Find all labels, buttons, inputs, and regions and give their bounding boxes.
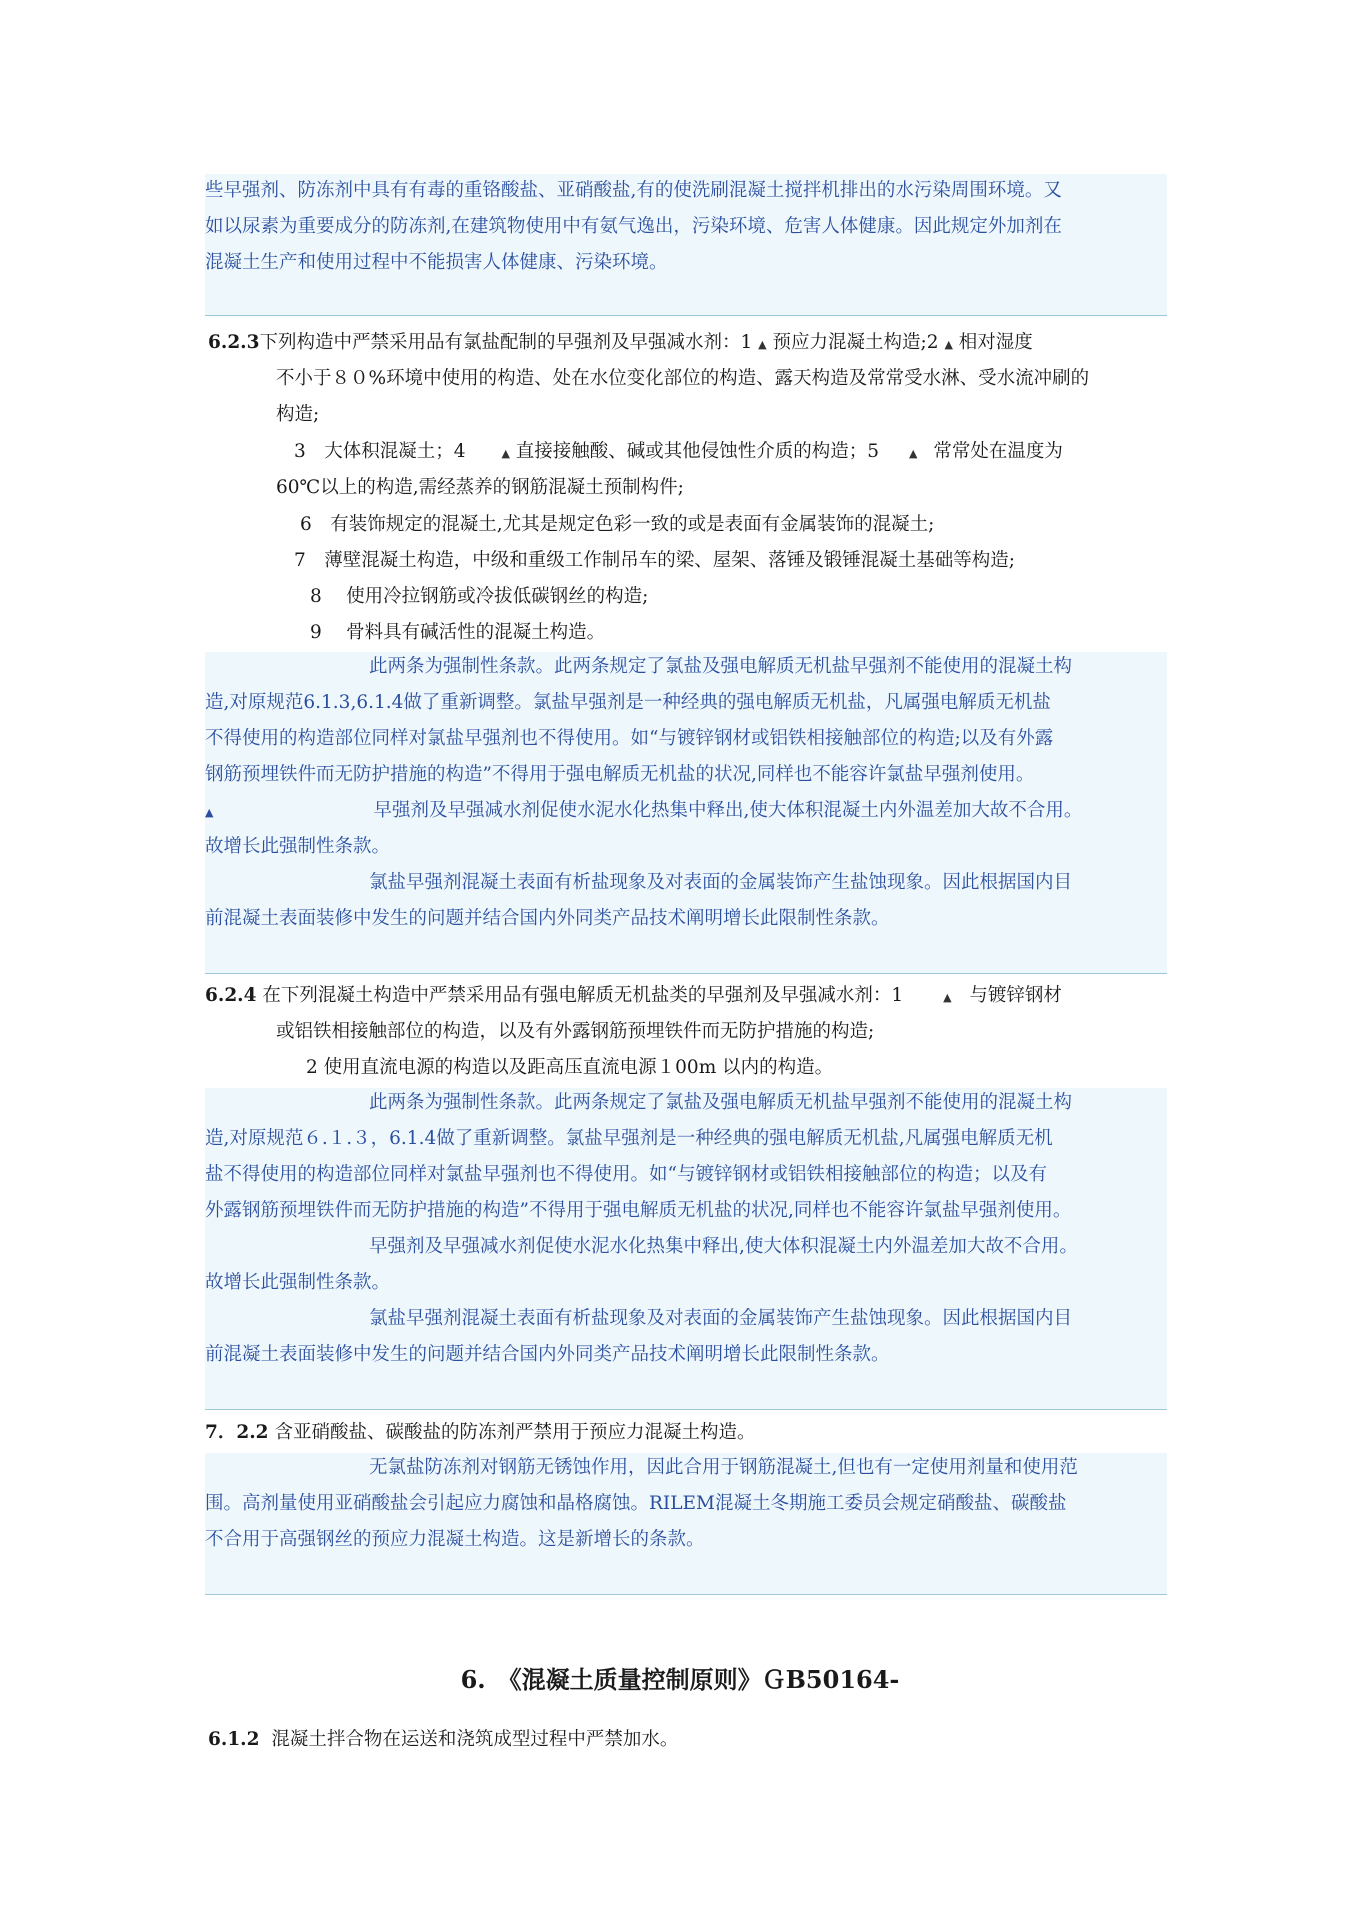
- commentary-line: 外露钢筋预埋铁件而无防护措施的构造”不得用于强电解质无机盐的状况,同样也不能容许氯盐早强剂使用。: [205, 1200, 1072, 1221]
- triangle-icon: ▲: [758, 338, 767, 351]
- clause-text: 含亚硝酸盐、碳酸盐的防冻剂严禁用于预应力混凝土构造。: [274, 1422, 756, 1443]
- commentary-line: 造,对原规范6.1.3,6.1.4做了重新调整。氯盐早强剂是一种经典的强电解质无机盐，凡属强电解质无机盐: [205, 692, 1051, 713]
- clause-text: 相对湿度: [958, 332, 1033, 353]
- triangle-icon: ▲: [943, 991, 952, 1004]
- clause-line: [208, 1727, 678, 1753]
- section-heading: 6. 《混凝土质量控制原则》ＧB50164-: [460, 1665, 900, 1694]
- clause-text: 混凝土拌合物在运送和浇筑成型过程中严禁加水。: [271, 1729, 679, 1750]
- clause-line: 构造;: [276, 404, 320, 425]
- commentary-line: 些早强剂、防冻剂中具有有毒的重铬酸盐、亚硝酸盐,有的使洗刷混凝土搅拌机排出的水污染周围环境。又: [205, 180, 1062, 201]
- triangle-icon: ▲: [944, 338, 953, 351]
- commentary-line: 前混凝土表面装修中发生的问题并结合国内外同类产品技术阐明增长此限制性条款。: [205, 1344, 890, 1365]
- clause-line: [205, 1420, 755, 1446]
- clause-text: 直接接触酸、碱或其他侵蚀性介质的构造；5: [515, 441, 880, 462]
- commentary-block: [205, 652, 1167, 974]
- clause-line: 不小于８０%环境中使用的构造、处在水位变化部位的构造、露天构造及常常受水淋、受水流冲刷的: [276, 368, 1090, 389]
- commentary-block: [205, 1453, 1167, 1595]
- list-item: 2 使用直流电源的构造以及距高压直流电源１00m 以内的构造。: [306, 1057, 834, 1078]
- triangle-icon: ▲: [501, 447, 510, 460]
- triangle-icon: ▲: [908, 447, 918, 460]
- commentary-block: [205, 174, 1167, 316]
- commentary-line: 前混凝土表面装修中发生的问题并结合国内外同类产品技术阐明增长此限制性条款。: [205, 908, 890, 929]
- clause-text: 常常处在温度为: [933, 441, 1063, 462]
- list-item: 8 使用冷拉钢筋或冷拔低碳钢丝的构造;: [310, 586, 649, 607]
- commentary-text: 早强剂及早强减水剂促使水泥水化热集中释出,使大体积混凝土内外温差加大故不合用。: [373, 800, 1083, 821]
- commentary-line: 混凝土生产和使用过程中不能损害人体健康、污染环境。: [205, 252, 668, 273]
- clause-text: 与镀锌钢材: [969, 985, 1062, 1006]
- list-item: 6 有装饰规定的混凝土,尤其是规定色彩一致的或是表面有金属装饰的混凝土;: [300, 514, 935, 535]
- clause-text: 预应力混凝土构造;2: [772, 332, 939, 353]
- list-item: 7 薄壁混凝土构造，中级和重级工作制吊车的梁、屋架、落锤及锻锤混凝土基础等构造;: [294, 550, 1016, 571]
- commentary-line: 故增长此强制性条款。: [205, 836, 391, 857]
- clause-text: 下列构造中严禁采用品有氯盐配制的早强剂及早强减水剂：1: [259, 332, 753, 353]
- clause-number: 6.2.3: [208, 332, 260, 353]
- triangle-icon: ▲: [205, 806, 214, 819]
- commentary-line: 造,对原规范６.１.３，6.1.4做了重新调整。氯盐早强剂是一种经典的强电解质无机盐,凡属强电解质无机: [205, 1128, 1053, 1149]
- clause-line: [205, 983, 1062, 1011]
- commentary-line: 故增长此强制性条款。: [205, 1272, 391, 1293]
- list-item: 9 骨料具有碱活性的混凝土构造。: [310, 622, 606, 643]
- commentary-line: [205, 798, 1082, 826]
- clause-number: 6.2.4: [205, 985, 257, 1006]
- commentary-line: 无氯盐防冻剂对钢筋无锈蚀作用，因此合用于钢筋混凝土,但也有一定使用剂量和使用范: [369, 1457, 1078, 1478]
- clause-line: 60℃以上的构造,需经蒸养的钢筋混凝土预制构件;: [276, 477, 684, 498]
- commentary-line: 不得使用的构造部位同样对氯盐早强剂也不得使用。如“与镀锌钢材或铝铁相接触部位的构造;以及有外露: [205, 728, 1054, 749]
- commentary-line: 早强剂及早强减水剂促使水泥水化热集中释出,使大体积混凝土内外温差加大故不合用。: [369, 1236, 1078, 1257]
- commentary-line: 氯盐早强剂混凝土表面有析盐现象及对表面的金属装饰产生盐蚀现象。因此根据国内目: [369, 872, 1073, 893]
- clause-number: 6.1.2: [208, 1729, 260, 1750]
- clause-line: [294, 439, 1063, 467]
- commentary-line: 此两条为强制性条款。此两条规定了氯盐及强电解质无机盐早强剂不能使用的混凝土构: [369, 656, 1073, 677]
- clause-text: 3 大体积混凝土；4: [294, 441, 466, 462]
- commentary-line: 盐不得使用的构造部位同样对氯盐早强剂也不得使用。如“与镀锌钢材或铝铁相接触部位的构造；以及有: [205, 1164, 1047, 1185]
- commentary-line: 不合用于高强钢丝的预应力混凝土构造。这是新增长的条款。: [205, 1529, 705, 1550]
- commentary-line: 此两条为强制性条款。此两条规定了氯盐及强电解质无机盐早强剂不能使用的混凝土构: [369, 1092, 1073, 1113]
- clause-number: 7．2.2: [205, 1422, 269, 1443]
- clause-line: [208, 330, 1033, 358]
- commentary-line: 如以尿素为重要成分的防冻剂,在建筑物使用中有氨气逸出，污染环境、危害人体健康。因此规定外加剂在: [205, 216, 1062, 237]
- commentary-block: [205, 1088, 1167, 1410]
- commentary-line: 氯盐早强剂混凝土表面有析盐现象及对表面的金属装饰产生盐蚀现象。因此根据国内目: [369, 1308, 1073, 1329]
- clause-line: 或铝铁相接触部位的构造，以及有外露钢筋预埋铁件而无防护措施的构造;: [276, 1021, 875, 1042]
- commentary-line: 围。高剂量使用亚硝酸盐会引起应力腐蚀和晶格腐蚀。RILEM混凝土冬期施工委员会规定硝酸盐、碳酸盐: [205, 1493, 1067, 1514]
- commentary-line: 钢筋预埋铁件而无防护措施的构造”不得用于强电解质无机盐的状况,同样也不能容许氯盐早强剂使用。: [205, 764, 1035, 785]
- clause-text: 在下列混凝土构造中严禁采用品有强电解质无机盐类的早强剂及早强减水剂：1: [262, 985, 904, 1006]
